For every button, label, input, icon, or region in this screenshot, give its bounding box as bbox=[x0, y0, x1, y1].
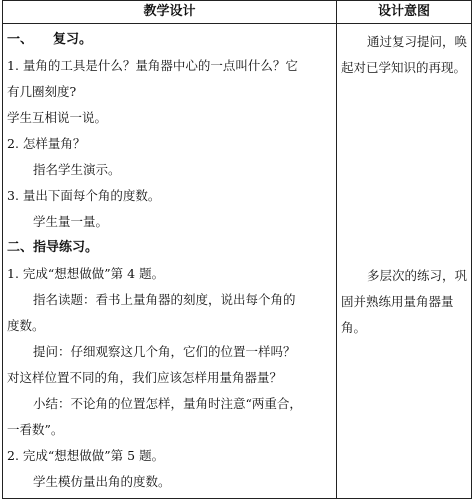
text-line: 指名学生演示。 bbox=[33, 162, 121, 177]
text-line: 一看数”。 bbox=[7, 422, 64, 437]
section-review-heading bbox=[7, 32, 334, 48]
intent-text-line: 固并熟练用量角器量 bbox=[341, 294, 454, 309]
design-intent-cell bbox=[337, 24, 472, 499]
text-line: 提问：仔细观察这几个角，它们的位置一样吗？ bbox=[33, 344, 296, 359]
text-line: 有几圈刻度? bbox=[7, 84, 77, 99]
intent-text-line: 多层次的练习，巩 bbox=[367, 268, 468, 283]
teaching-design-cell bbox=[3, 24, 337, 499]
lesson-plan-table bbox=[2, 0, 472, 499]
intent-text-line: 角。 bbox=[341, 320, 367, 335]
text-line: 学生互相说一说。 bbox=[7, 110, 108, 125]
text-line: 学生量一量。 bbox=[33, 214, 109, 229]
section-review-title: 复习。 bbox=[53, 32, 93, 47]
text-line: 度数。 bbox=[7, 318, 45, 333]
text-line: 2. 怎样量角？ bbox=[7, 136, 86, 151]
intent-text-line: 起对已学知识的再现。 bbox=[341, 60, 467, 75]
header-teaching-design: 教学设计 bbox=[3, 1, 337, 24]
text-line: 3. 量出下面每个角的度数。 bbox=[7, 188, 161, 203]
text-line: 1. 量角的工具是什么？量角器中心的一点叫什么？它 bbox=[7, 58, 298, 73]
text-line: 2. 完成“想想做做”第 5 题。 bbox=[7, 448, 165, 463]
header-design-intent: 设计意图 bbox=[337, 1, 472, 24]
text-line: 1. 完成“想想做做”第 4 题。 bbox=[7, 266, 165, 281]
text-line: 学生模仿量出角的度数。 bbox=[33, 474, 171, 489]
section-review-number: 一、 bbox=[7, 32, 34, 47]
intent-text-line: 通过复习提问，唤 bbox=[367, 34, 468, 49]
text-line: 指名读题：看书上量角器的刻度，说出每个角的 bbox=[33, 292, 296, 307]
text-line: 对这样位置不同的角，我们应该怎样用量角器量？ bbox=[7, 370, 283, 385]
section-practice-heading: 二、指导练习。 bbox=[7, 240, 99, 255]
text-line: 小结：不论角的位置怎样，量角时注意“两重合， bbox=[33, 396, 302, 411]
table-header-row bbox=[3, 1, 472, 24]
table-body-row bbox=[3, 24, 472, 499]
